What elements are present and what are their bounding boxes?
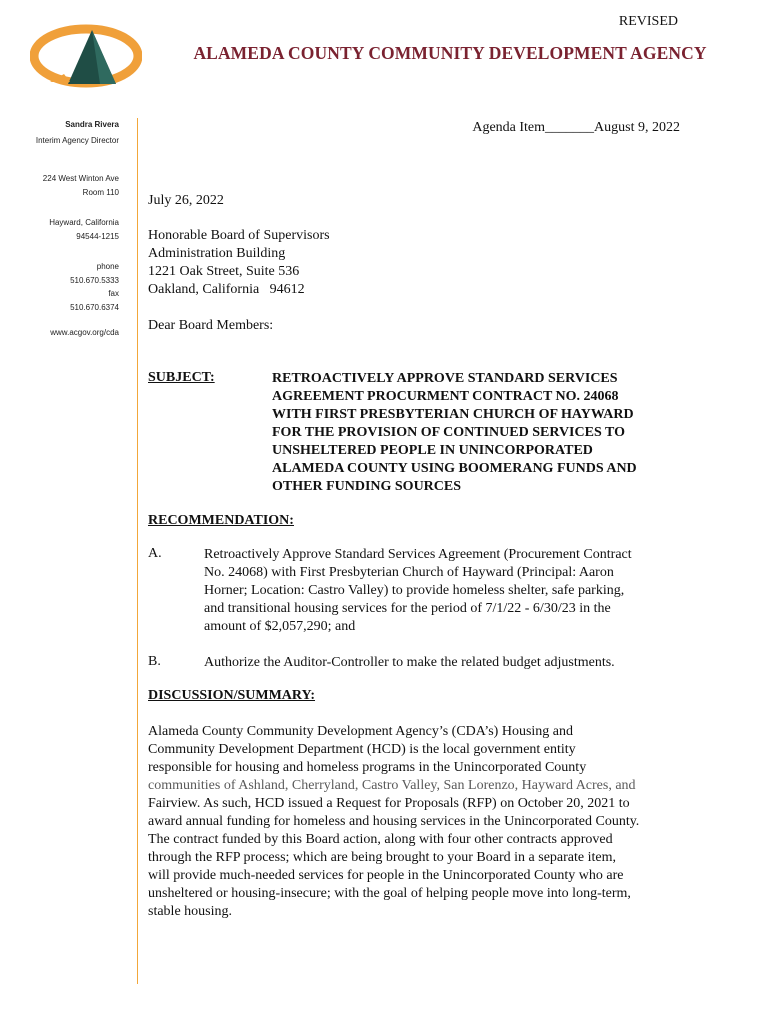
discussion-line: Community Development Department (HCD) is the local government entity bbox=[148, 742, 576, 757]
agenda-item-date: Agenda Item_______August 9, 2022 bbox=[472, 120, 680, 135]
item-line: amount of $2,057,290; and bbox=[204, 619, 356, 634]
city-state: Hayward, California bbox=[49, 218, 119, 227]
greeting: Dear Board Members: bbox=[148, 318, 274, 333]
discussion-line: will provide much-needed services for people in the Unincorporated County who are bbox=[148, 868, 624, 883]
item-line: Horner; Location: Castro Valley) to provide homeless shelter, safe parking, bbox=[204, 583, 625, 598]
item-b-letter: B. bbox=[148, 654, 161, 669]
subject-line: WITH FIRST PRESBYTERIAN CHURCH OF HAYWARD bbox=[272, 407, 634, 422]
phone-label: phone bbox=[96, 262, 119, 271]
recipient-address bbox=[148, 227, 330, 299]
discussion-line: through the RFP process; which are being brought to your Board in a separate item, bbox=[148, 850, 616, 865]
discussion-body bbox=[148, 723, 693, 921]
subject-line: AGREEMENT PROCURMENT CONTRACT NO. 24068 bbox=[272, 389, 619, 404]
sidebar-contact bbox=[0, 118, 119, 340]
address-line: 1221 Oak Street, Suite 536 bbox=[148, 264, 300, 279]
address-line: Oakland, California 94612 bbox=[148, 282, 305, 297]
discussion-heading: DISCUSSION/SUMMARY: bbox=[148, 688, 316, 703]
revised-label: REVISED bbox=[618, 14, 678, 29]
address-line: Administration Building bbox=[148, 246, 286, 261]
agency-title: ALAMEDA COUNTY COMMUNITY DEVELOPMENT AGENCY bbox=[193, 43, 707, 63]
item-line: and transitional housing services for the period of 7/1/22 - 6/30/23 in the bbox=[204, 601, 611, 616]
subject-text bbox=[272, 370, 692, 496]
item-line: Authorize the Auditor-Controller to make the related budget adjustments. bbox=[204, 655, 615, 670]
zip-code: 94544-1215 bbox=[76, 231, 119, 241]
discussion-line: Alameda County Community Development Agency’s (CDA’s) Housing and bbox=[148, 724, 574, 739]
director-role: Interim Agency Director bbox=[35, 135, 119, 145]
item-line: No. 24068) with First Presbyterian Church of Hayward (Principal: Aaron bbox=[204, 565, 614, 580]
phone-number: 510.670.5333 bbox=[70, 275, 119, 285]
item-a-letter: A. bbox=[148, 546, 162, 561]
discussion-line: responsible for housing and homeless programs in the Unincorporated County bbox=[148, 760, 587, 775]
subject-line: RETROACTIVELY APPROVE STANDARD SERVICES bbox=[272, 371, 618, 386]
subject-line: FOR THE PROVISION OF CONTINUED SERVICES TO bbox=[272, 425, 625, 440]
discussion-line: communities of Ashland, Cherryland, Castro Valley, San Lorenzo, Hayward Acres, and bbox=[148, 778, 636, 793]
discussion-line: award annual funding for homeless and housing services in the Unincorporated County. bbox=[148, 814, 640, 829]
fax-number: 510.670.6374 bbox=[70, 302, 119, 312]
fax-label: fax bbox=[108, 289, 119, 298]
discussion-line: The contract funded by this Board action, along with four other contracts approved bbox=[148, 832, 613, 847]
item-b-text bbox=[204, 654, 674, 672]
item-line: Retroactively Approve Standard Services Agreement (Procurement Contract bbox=[204, 547, 632, 562]
subject-line: ALAMEDA COUNTY USING BOOMERANG FUNDS AND bbox=[272, 461, 637, 476]
subject-line: OTHER FUNDING SOURCES bbox=[272, 479, 462, 494]
director-name: Sandra Rivera bbox=[65, 120, 119, 129]
discussion-line: stable housing. bbox=[148, 904, 232, 919]
subject-label: SUBJECT: bbox=[148, 370, 215, 385]
room-number: Room 110 bbox=[82, 187, 119, 197]
website-link[interactable]: www.acgov.org/cda bbox=[50, 328, 119, 337]
sidebar-divider bbox=[137, 118, 138, 984]
discussion-line: unsheltered or housing-insecure; with the goal of helping people move into long-term, bbox=[148, 886, 631, 901]
item-a-text bbox=[204, 546, 674, 636]
discussion-line: Fairview. As such, HCD issued a Request for Proposals (RFP) on October 20, 2021 to bbox=[148, 796, 630, 811]
subject-line: UNSHELTERED PEOPLE IN UNINCORPORATED bbox=[272, 443, 593, 458]
address-line: Honorable Board of Supervisors bbox=[148, 228, 330, 243]
recommendation-heading: RECOMMENDATION: bbox=[148, 513, 294, 528]
letter-date: July 26, 2022 bbox=[148, 193, 224, 208]
street-address: 224 West Winton Ave bbox=[42, 174, 119, 183]
agency-logo-icon bbox=[30, 22, 142, 88]
